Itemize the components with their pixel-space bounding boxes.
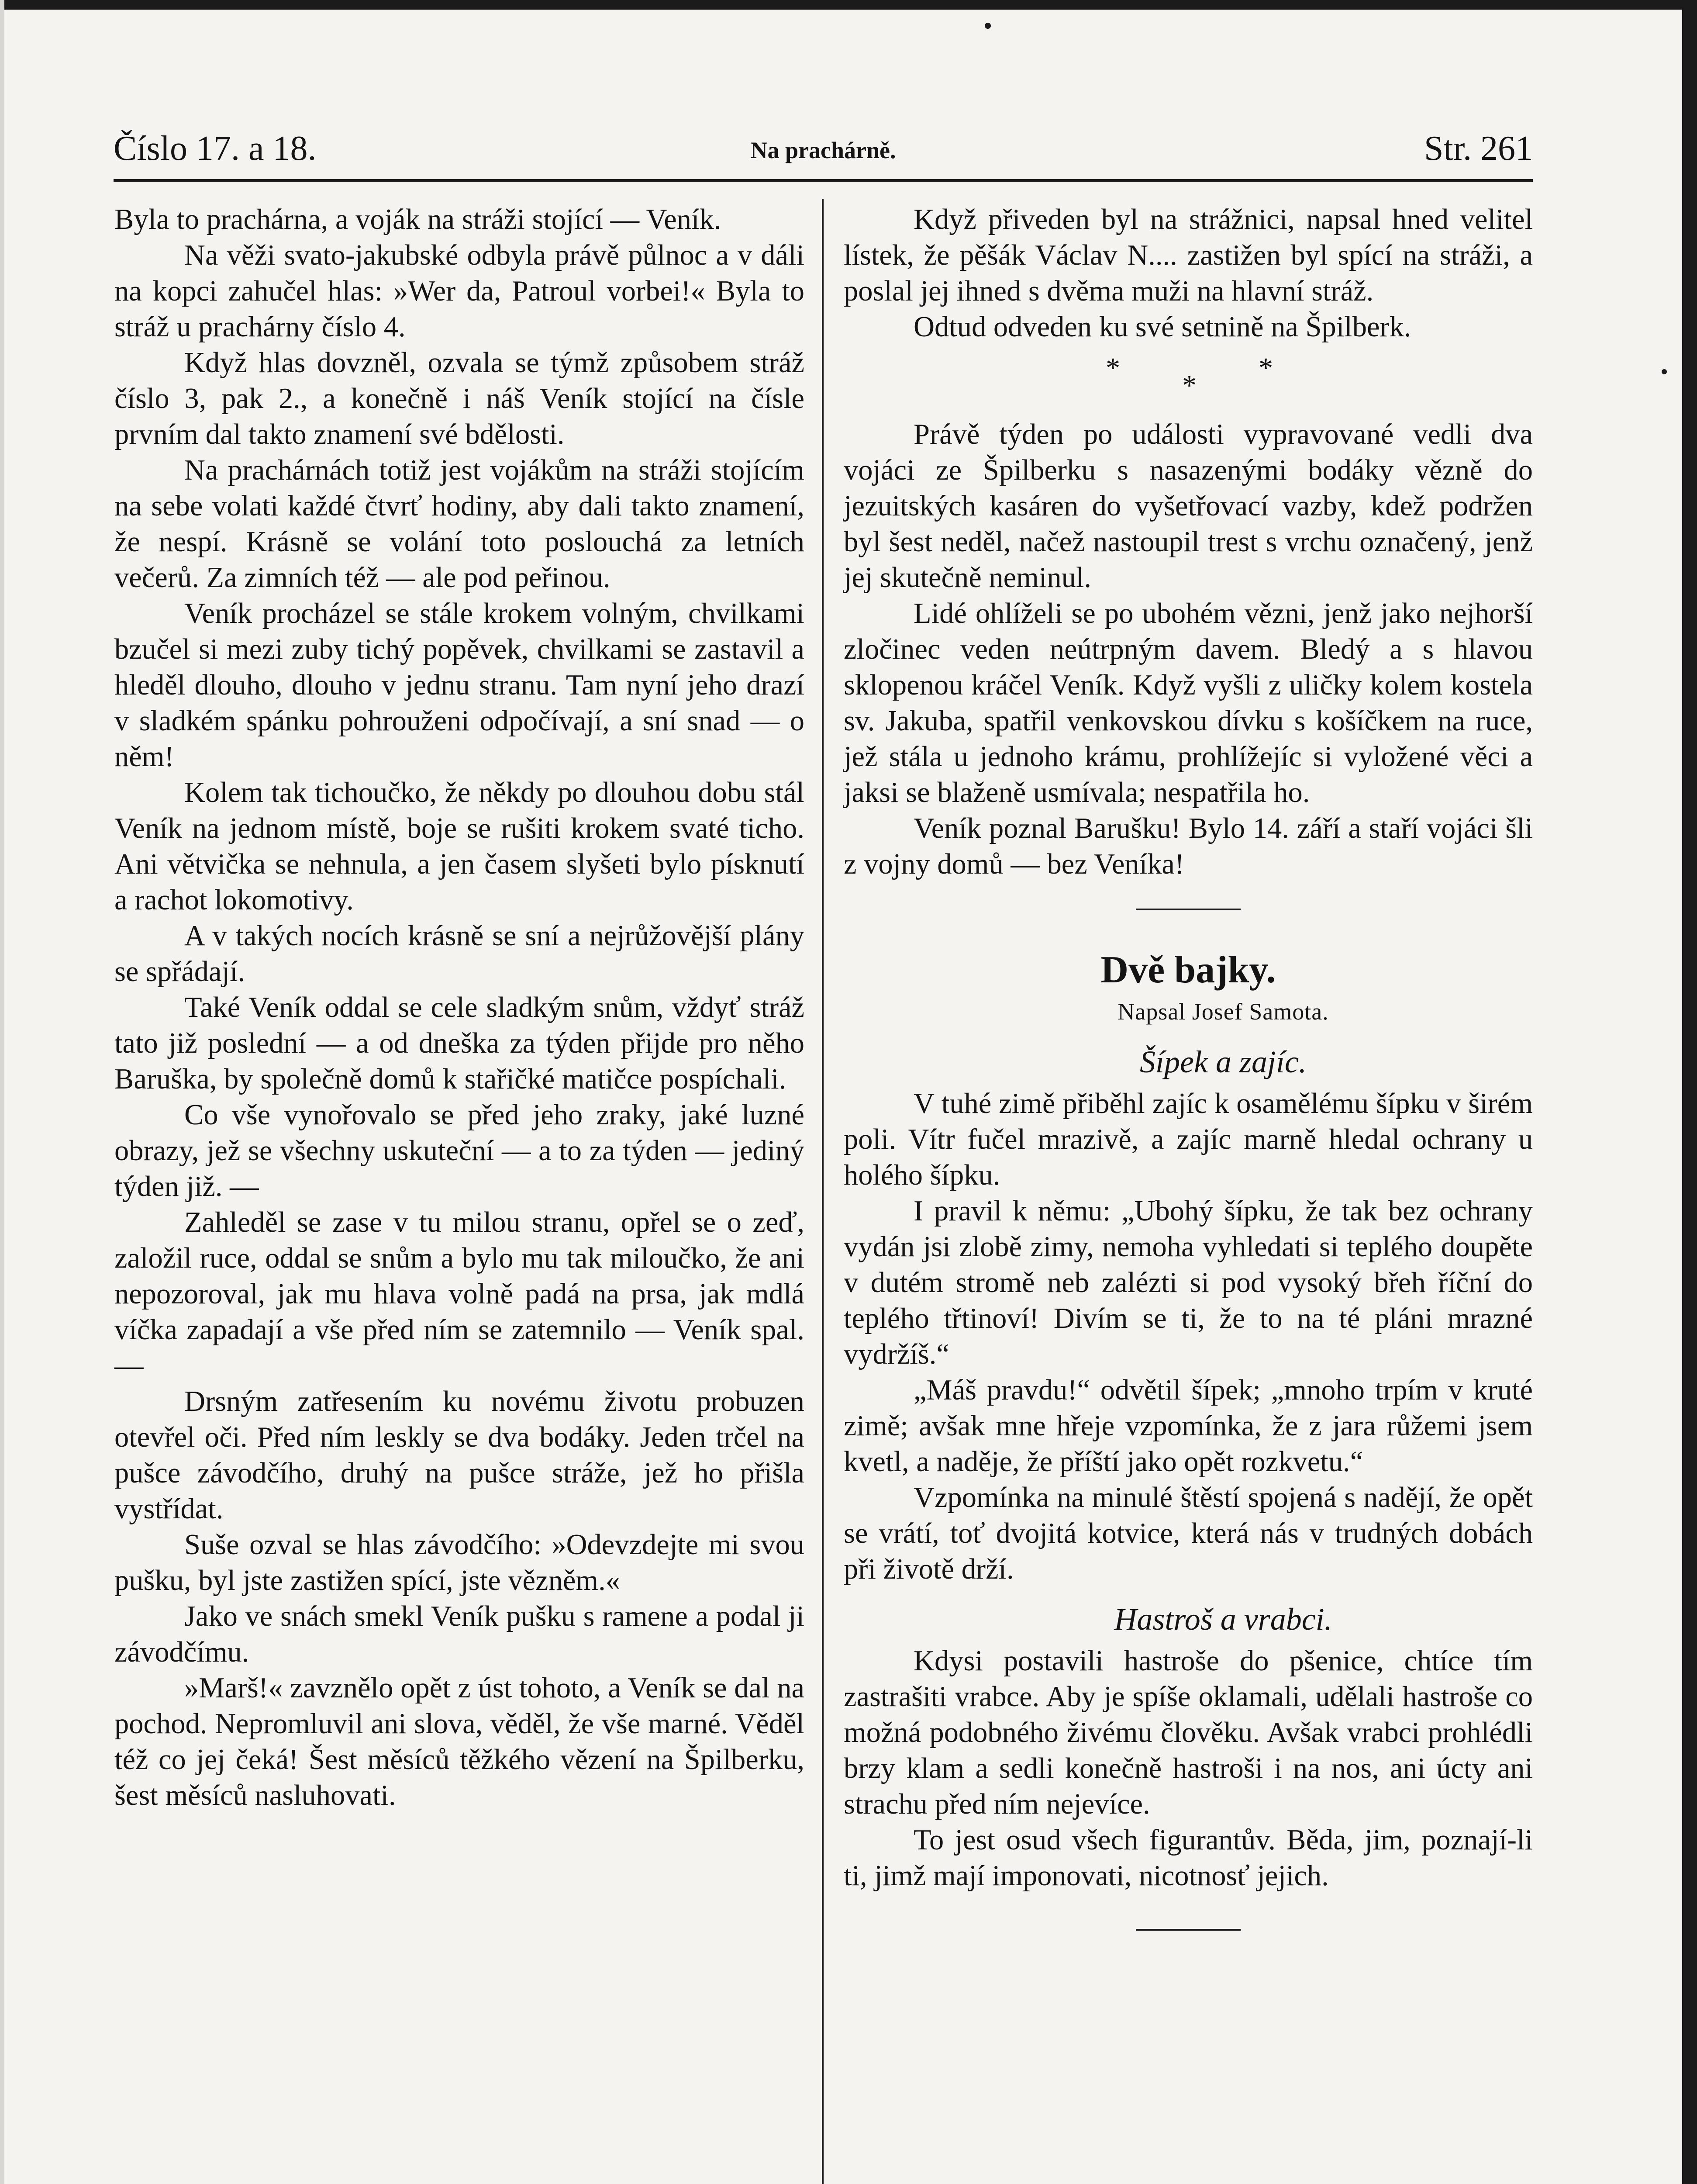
page-header <box>114 129 1533 177</box>
section-title: Dvě bajky. <box>1100 949 1276 991</box>
paragraph: Odtud odveden ku své setnině na Špilberk. <box>914 311 1411 343</box>
paragraph: Vzpomínka na minulé štěstí spojená s nadějí, že opět se vrátí, toť dvojitá kotvice, která nás v trudných dobách při životě drží. <box>844 1482 1533 1585</box>
paragraph: Co vše vynořovalo se před jeho zraky, jaké luzné obrazy, jež se všechny uskuteční — a to za týden — jediný týden již. — <box>114 1099 804 1203</box>
scan-left-shade <box>0 0 4 2184</box>
running-title: Na prachárně. <box>750 137 896 163</box>
scan-right-border <box>1682 0 1697 2184</box>
paragraph: Veník poznal Barušku! Bylo 14. září a staří vojáci šli z vojny domů — bez Veníka! <box>844 812 1533 880</box>
fable-title: Hastroš a vrabci. <box>1114 1602 1332 1637</box>
paragraph: Na prachárnách totiž jest vojákům na stráži stojícím na sebe volati každé čtvrť hodiny, aby dali takto znamení, že nespí. Krásně se volání toto poslouchá za letních večerů. Za zimních též — ale pod peřinou. <box>114 454 804 594</box>
paragraph: Byla to prachárna, a voják na stráži stojící — Veník. <box>114 204 721 235</box>
paragraph: To jest osud všech figurantův. Běda, jim, poznají-li ti, jimž mají imponovati, nicotnosť jejich. <box>844 1824 1533 1892</box>
section-separator <box>1136 909 1241 910</box>
paragraph: Drsným zatřesením ku novému životu probuzen otevřel oči. Před ním leskly se dva bodáky. Jeden trčel na pušce závodčího, druhý na pušce stráže, jež ho přišla vystřídat. <box>114 1386 804 1525</box>
print-speck <box>985 23 991 29</box>
header-rule <box>114 179 1533 182</box>
paragraph: Také Veník oddal se cele sladkým snům, vždyť stráž tato již poslední — a od dneška za týden přijde pro něho Baruška, by společně domů k stařičké matičce pospíchali. <box>114 992 804 1095</box>
paragraph: Lidé ohlíželi se po ubohém vězni, jenž jako nejhorší zločinec veden neútrpným davem. Bledý a s hlavou sklopenou kráčel Veník. Když vyšli z uličky kolem kostela sv. Jakuba, spatřil venkovskou dívku s košíčkem na ruce, jež stála u jednoho krámu, prohlížejíc si vyložené věci a jaksi se blaženě usmívala; nespatřila ho. <box>844 598 1533 809</box>
paragraph: A v takých nocích krásně se sní a nejrůžovější plány se spřádají. <box>114 920 804 988</box>
paragraph: Zahleděl se zase v tu milou stranu, opřel se o zeď, založil ruce, oddal se snům a bylo mu tak miloučko, že ani nepozoroval, jak mu hlava volně padá na prsa, jak mdlá víčka zapadají a vše před ním se zatemnilo — Veník spal. — <box>114 1206 804 1382</box>
column-divider <box>822 199 824 2184</box>
paragraph: V tuhé zimě přiběhl zajíc k osamělému šípku v širém poli. Vítr fučel mrazivě, a zajíc marně hledal ochrany u holého šípku. <box>844 1088 1533 1191</box>
paragraph: Kdysi postavili hastroše do pšenice, chtíce tím zastrašiti vrabce. Aby je spíše oklamali, udělali hastroše co možná podobného živému člověku. Avšak vrabci prohlédli brzy klam a sedli konečně hastroši i na nos, ani úcty ani strachu před ním nejevíce. <box>844 1645 1533 1820</box>
print-speck <box>1662 369 1667 374</box>
end-rule <box>1136 1929 1241 1931</box>
asterism-star: * <box>1106 352 1120 384</box>
asterism-star: * <box>1182 370 1197 401</box>
paragraph: Když hlas dovzněl, ozvala se týmž způsobem stráž číslo 3, pak 2., a konečně i náš Veník stojící na čísle prvním dal takto znamení své bdělosti. <box>114 347 804 450</box>
scan-top-border <box>0 0 1697 10</box>
paragraph: »Marš!« zavznělo opět z úst tohoto, a Veník se dal na pochod. Nepromluvil ani slova, věděl, že vše marné. Věděl též co jej čeká! Šest měsíců těžkého vězení na Špilberku, šest měsíců nasluhovati. <box>114 1672 804 1811</box>
paragraph: Na věži svato-jakubské odbyla právě půlnoc a v dáli na kopci zahučel hlas: »Wer da, Patroul vorbei!« Byla to stráž u prachárny číslo 4. <box>114 239 804 343</box>
paragraph: Kolem tak tichoučko, že někdy po dlouhou dobu stál Veník na jednom místě, boje se rušiti krokem svaté ticho. Ani větvička se nehnula, a jen časem slyšeti bylo písknutí a rachot lokomotivy. <box>114 777 804 916</box>
paragraph: Veník procházel se stále krokem volným, chvilkami bzučel si mezi zuby tichý popěvek, chvilkami se zastavil a hleděl dlouho, dlouho v jednu stranu. Tam nyní jeho drazí v sladkém spánku pohrouženi odpočívají, a sní snad — o něm! <box>114 598 804 773</box>
left-column <box>114 202 804 1814</box>
byline: Napsal Josef Samota. <box>1118 999 1329 1025</box>
right-column <box>844 202 1533 1931</box>
paragraph: Jako ve snách smekl Veník pušku s ramene a podal ji závodčímu. <box>114 1600 804 1668</box>
paragraph: I pravil k němu: „Ubohý šípku, že tak bez ochrany vydán jsi zlobě zimy, nemoha vyhledati si teplého doupěte v dutém stromě neb zalézti si pod vysoký břeh říční do teplého třtinoví! Divím se ti, že to na té pláni mrazné vydržíš.“ <box>844 1195 1533 1370</box>
issue-number: Číslo 17. a 18. <box>114 129 317 168</box>
asterism <box>844 345 1533 417</box>
asterism-star: * <box>1259 352 1273 384</box>
paragraph: „Máš pravdu!“ odvětil šípek; „mnoho trpím v kruté zimě; avšak mne hřeje vzpomínka, že z jara růžemi jsem kvetl, a naděje, že příští jako opět rozkvetu.“ <box>844 1374 1533 1478</box>
fable-title: Šípek a zajíc. <box>1140 1044 1307 1079</box>
paragraph: Právě týden po události vypravované vedli dva vojáci ze Špilberku s nasazenými bodáky vězně do jezuitských kasáren do vyšetřovací vazby, kdež podržen byl šest neděl, načež nastoupil trest s vrchu označený, jenž jej skutečně neminul. <box>844 418 1533 594</box>
paragraph: Suše ozval se hlas závodčího: »Odevzdejte mi svou pušku, byl jste zastižen spící, jste vězněm.« <box>114 1529 804 1597</box>
page-number: Str. 261 <box>1424 129 1533 168</box>
paragraph: Když přiveden byl na strážnici, napsal hned velitel lístek, že pěšák Václav N.... zastižen byl spící na stráži, a poslal jej ihned s dvěma muži na hlavní stráž. <box>844 204 1533 307</box>
